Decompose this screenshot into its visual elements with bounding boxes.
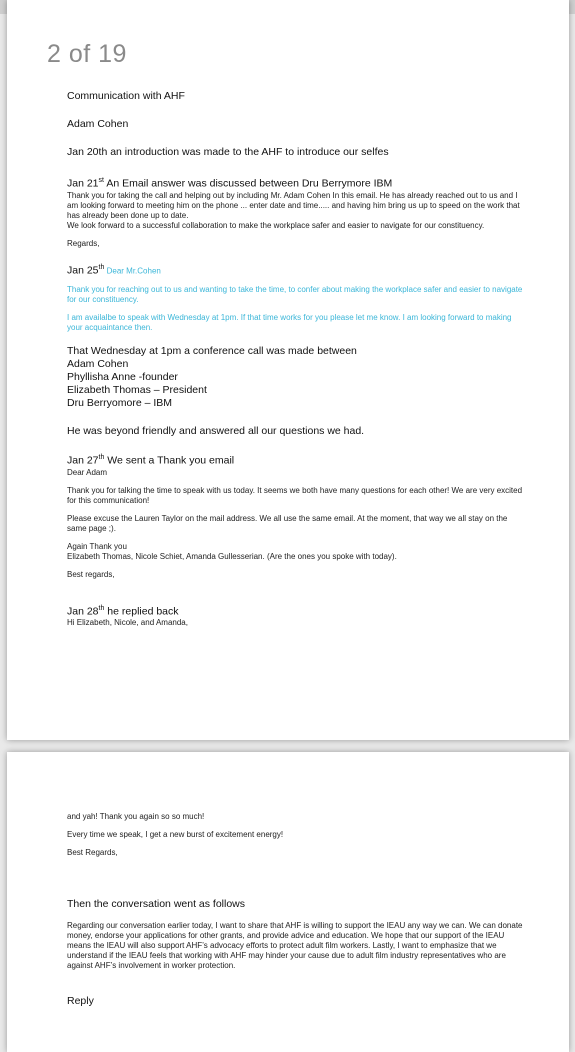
jan27-paragraph-1: Thank you for talking the time to speak with us today. It seems we both have many questions for each other! We are very excited for this communication! [67, 485, 523, 505]
jan27-thanks: Again Thank you [67, 541, 127, 551]
call-participant: Adam Cohen [67, 358, 129, 370]
reply-line-2: Every time we speak, I get a new burst of excitement energy! [67, 830, 284, 839]
jan27-salutation: Dear Adam [67, 467, 108, 477]
jan20-entry: Jan 20th an introduction was made to the AHF to introduce our selfes [67, 146, 389, 158]
conversation-body: Regarding our conversation earlier today, I want to share that AHF is willing to support the IEAU any way we can. We can donate money, endorse your applications for other grants, and provide advice and education. We hope that our support of the IEAU means the IEAU will also support AHF’s advocacy efforts to protect adult film workers. Lastly, I want to emphasize that we understand if the IEAU feels that working with AHF may hinder your cause due to adult film industry representatives who are against AHF’s involvement in worker protection. [67, 921, 523, 970]
jan28-heading: Jan 28th he replied back [67, 604, 179, 617]
jan21-heading: Jan 21st An Email answer was discussed between Dru Berrymore IBM [67, 177, 393, 190]
call-participant: Phyllisha Anne -founder [67, 371, 178, 383]
call-participant: Dru Berryomore – IBM [67, 397, 173, 409]
jan28-salutation: Hi Elizabeth, Nicole, and Amanda, [67, 618, 188, 627]
reply-closing: Best Regards, [67, 848, 118, 857]
friendly-note: He was beyond friendly and answered all our questions we had. [67, 425, 365, 437]
call-participant: Elizabeth Thomas – President [67, 384, 207, 396]
jan25-paragraph-1: Thank you for reaching out to us and wanting to take the time, to confer about making the workplace safer and easier to navigate for our constituency. [67, 285, 523, 304]
jan27-heading: Jan 27th We sent a Thank you email [67, 454, 235, 467]
page-2-content [67, 812, 529, 1008]
reply-line-1: and yah! Thank you again so so much! [67, 812, 205, 821]
reply-heading: Reply [67, 995, 94, 1007]
doc-heading: Communication with AHF [67, 90, 185, 102]
jan27-signatories: Elizabeth Thomas, Nicole Schiet, Amanda Gullesserian. (Are the ones you spoke with today). [67, 551, 397, 561]
jan21-body-1: Thank you for taking the call and helping out by including Mr. Adam Cohen In this email. He has already reached out to us and I am looking forward to meeting him on the phone ... enter date and time..... and having him bring us up to speed on the work that has already been done up to date. [67, 190, 520, 220]
page-1-content [67, 90, 529, 628]
page-counter: 2 of 19 [47, 40, 127, 68]
jan27-paragraph-2: Please excuse the Lauren Taylor on the mail address. We all use the same email. At the moment, that way we all stay on the same page ;). [67, 513, 508, 533]
conversation-heading: Then the conversation went as follows [67, 898, 246, 910]
document-page-2 [7, 752, 569, 1052]
conference-call-line: That Wednesday at 1pm a conference call was made between [67, 345, 357, 357]
jan21-body-2: We look forward to a successful collaboration to make the workplace safer and easier to navigate for our constituency. [67, 220, 485, 230]
jan27-closing: Best regards, [67, 569, 115, 579]
jan25-paragraph-2: I am availalbe to speak with Wednesday at 1pm. If that time works for you please let me know. I am looking forward to making your acquaintance then. [67, 313, 512, 332]
document-page-1 [7, 0, 569, 740]
contact-name: Adam Cohen [67, 118, 129, 130]
jan21-regards: Regards, [67, 238, 100, 248]
jan25-heading: Jan 25th Dear Mr.Cohen [67, 263, 161, 276]
